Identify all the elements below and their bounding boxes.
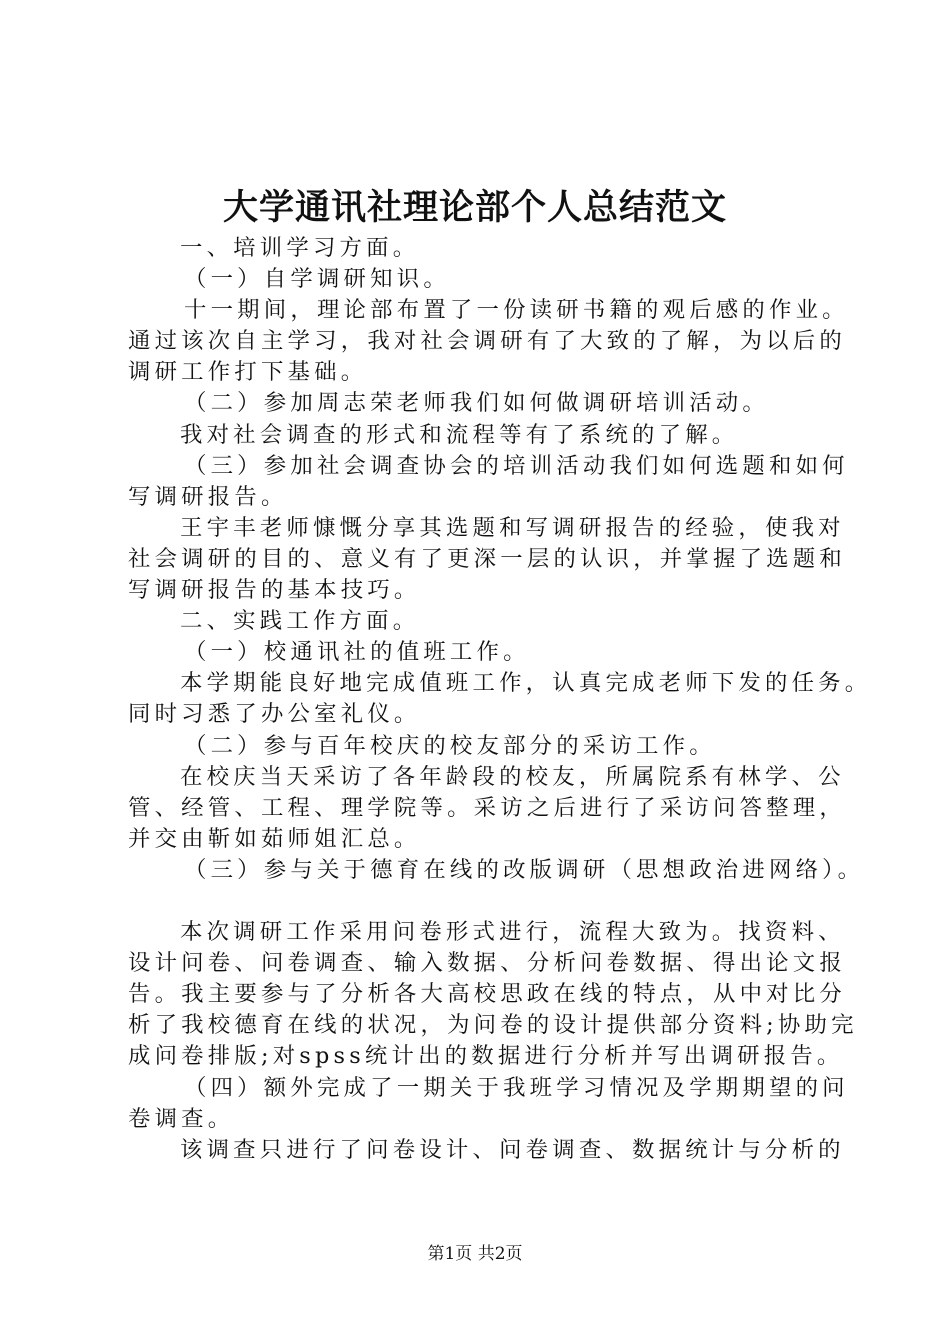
document-title: 大学通讯社理论部个人总结范文 bbox=[222, 187, 727, 228]
paragraph-line: 析了我校德育在线的状况，为问卷的设计提供部分资料;协助完 bbox=[128, 1012, 858, 1039]
blank-line bbox=[128, 886, 840, 917]
subsection-heading-continued: 写调研报告。 bbox=[128, 483, 288, 510]
paragraph-line: 我对社会调查的形式和流程等有了系统的了解。 bbox=[180, 421, 739, 448]
paragraph-line: 本学期能良好地完成值班工作，认真完成老师下发的任务。 bbox=[180, 670, 872, 697]
subsection-heading: （三）参加社会调查协会的培训活动我们如何选题和如何 bbox=[184, 452, 849, 479]
paragraph-line: 管、经管、工程、理学院等。采访之后进行了采访问答整理， bbox=[128, 794, 846, 821]
subsection-heading: （一）校通讯社的值班工作。 bbox=[184, 639, 530, 666]
paragraph-line: 同时习悉了办公室礼仪。 bbox=[128, 701, 421, 728]
page-footer: 第1页 共2页 bbox=[427, 1244, 523, 1264]
paragraph-line: 十一期间，理论部布置了一份读研书籍的观后感的作业。 bbox=[184, 297, 849, 324]
subsection-heading: （二）参加周志荣老师我们如何做调研培训活动。 bbox=[184, 390, 769, 417]
paragraph-line: 王宇丰老师慷慨分享其选题和写调研报告的经验，使我对 bbox=[180, 514, 845, 541]
document-body bbox=[128, 233, 872, 1166]
section-heading: 二、实践工作方面。 bbox=[180, 608, 420, 635]
paragraph-line: 成问卷排版;对spss统计出的数据进行分析并写出调研报告。 bbox=[128, 1043, 844, 1070]
paragraph-line: 并交由靳如茹师姐汇总。 bbox=[128, 825, 421, 852]
paragraph-line: 本次调研工作采用问卷形式进行，流程大致为。找资料、 bbox=[180, 919, 845, 946]
paragraph-line: 告。我主要参与了分析各大高校思政在线的特点，从中对比分 bbox=[128, 981, 846, 1008]
subsection-heading: （一）自学调研知识。 bbox=[184, 266, 450, 293]
subsection-heading: （四）额外完成了一期关于我班学习情况及学期期望的问 bbox=[184, 1074, 849, 1101]
subsection-heading: （二）参与百年校庆的校友部分的采访工作。 bbox=[184, 732, 716, 759]
paragraph-line: 社会调研的目的、意义有了更深一层的认识，并掌握了选题和 bbox=[128, 545, 846, 572]
paragraph-line: 设计问卷、问卷调查、输入数据、分析问卷数据、得出论文报 bbox=[128, 950, 846, 977]
paragraph-line: 在校庆当天采访了各年龄段的校友，所属院系有林学、公 bbox=[180, 763, 845, 790]
paragraph-line: 调研工作打下基础。 bbox=[128, 359, 368, 386]
subsection-heading: （三）参与关于德育在线的改版调研（思想政治进网络）。 bbox=[184, 856, 865, 883]
paragraph-line: 写调研报告的基本技巧。 bbox=[128, 577, 421, 604]
paragraph-line: 通过该次自主学习，我对社会调研有了大致的了解，为以后的 bbox=[128, 328, 846, 355]
subsection-heading-continued: 卷调查。 bbox=[128, 1105, 235, 1132]
section-heading: 一、培训学习方面。 bbox=[180, 235, 420, 261]
paragraph-line: 该调查只进行了问卷设计、问卷调查、数据统计与分析的 bbox=[180, 1136, 845, 1163]
